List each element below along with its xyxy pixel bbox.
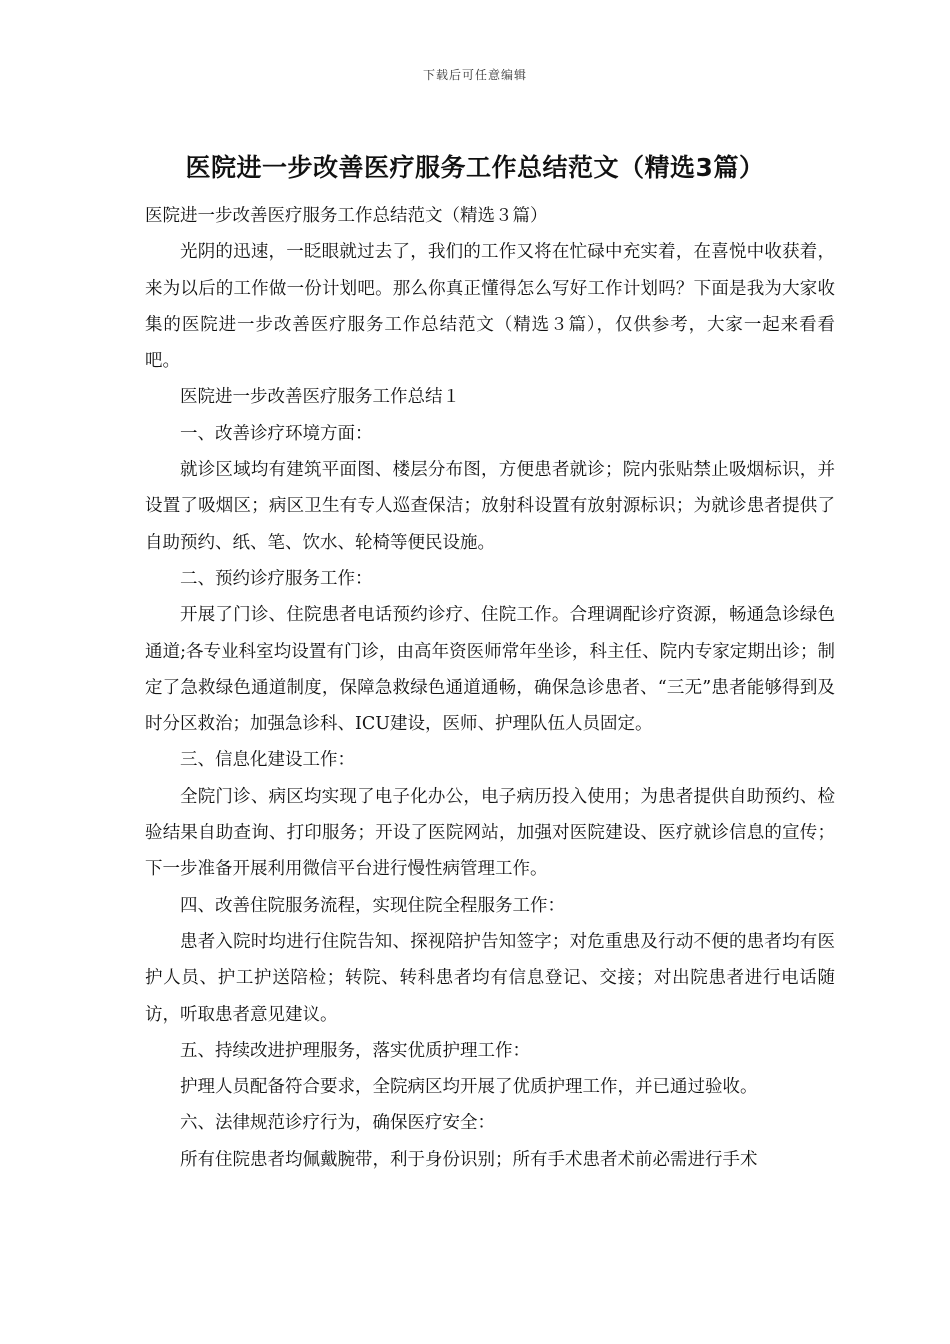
- paragraph: 医院进一步改善医疗服务工作总结范文（精选３篇）: [145, 206, 548, 226]
- document-body: [145, 198, 835, 1178]
- paragraph: 三、信息化建设工作：: [180, 750, 355, 771]
- paragraph: 医院进一步改善医疗服务工作总结１: [180, 387, 460, 408]
- paragraph: 六、法律规范诊疗行为，确保医疗安全：: [180, 1113, 495, 1134]
- header-note: 下载后可任意编辑: [422, 68, 527, 82]
- paragraph: 二、预约诊疗服务工作：: [180, 568, 373, 589]
- paragraph: 全院门诊、病区均实现了电子化办公，电子病历投入使用；为患者提供自助预约、检验结果自助查询、打印服务；开设了医院网站，加强对医院建设、医疗就诊信息的宣传；下一步准备开展利用微信平台进行慢性病管理工作。: [145, 786, 835, 880]
- paragraph: 所有住院患者均佩戴腕带，利于身份识别；所有手术患者术前必需进行手术: [180, 1149, 758, 1170]
- paragraph: 患者入院时均进行住院告知、探视陪护告知签字；对危重患及行动不便的患者均有医护人员、护工护送陪检；转院、转科患者均有信息登记、交接；对出院患者进行电话随访，听取患者意见建议。: [145, 931, 835, 1025]
- paragraph: 四、改善住院服务流程，实现住院全程服务工作：: [180, 895, 565, 916]
- document-title: 医院进一步改善医疗服务工作总结范文（精选3篇）: [185, 153, 765, 182]
- paragraph: 一、改善诊疗环境方面：: [180, 423, 373, 444]
- paragraph: 就诊区域均有建筑平面图、楼层分布图，方便患者就诊；院内张贴禁止吸烟标识，并设置了吸烟区；病区卫生有专人巡查保洁；放射科设置有放射源标识；为就诊患者提供了自助预约、纸、笔、饮水、轮椅等便民设施。: [145, 460, 835, 553]
- paragraph: 护理人员配备符合要求，全院病区均开展了优质护理工作，并已通过验收。: [180, 1077, 758, 1098]
- paragraph: 五、持续改进护理服务，落实优质护理工作：: [180, 1040, 530, 1061]
- paragraph: 开展了门诊、住院患者电话预约诊疗、住院工作。合理调配诊疗资源，畅通急诊绿色通道;各专业科室均设置有门诊，由高年资医师常年坐诊，科主任、院内专家定期出诊；制定了急救绿色通道制度，保障急救绿色通道通畅，确保急诊患者、“三无”患者能够得到及时分区救治；加强急诊科、ICU建设，医师、护理队伍人员固定。: [145, 605, 835, 735]
- paragraph: 光阴的迅速，一眨眼就过去了，我们的工作又将在忙碌中充实着，在喜悦中收获着，来为以后的工作做一份计划吧。那么你真正懂得怎么写好工作计划吗？下面是我为大家收集的医院进一步改善医疗服务工作总结范文（精选３篇），仅供参考，大家一起来看看吧。: [145, 242, 835, 372]
